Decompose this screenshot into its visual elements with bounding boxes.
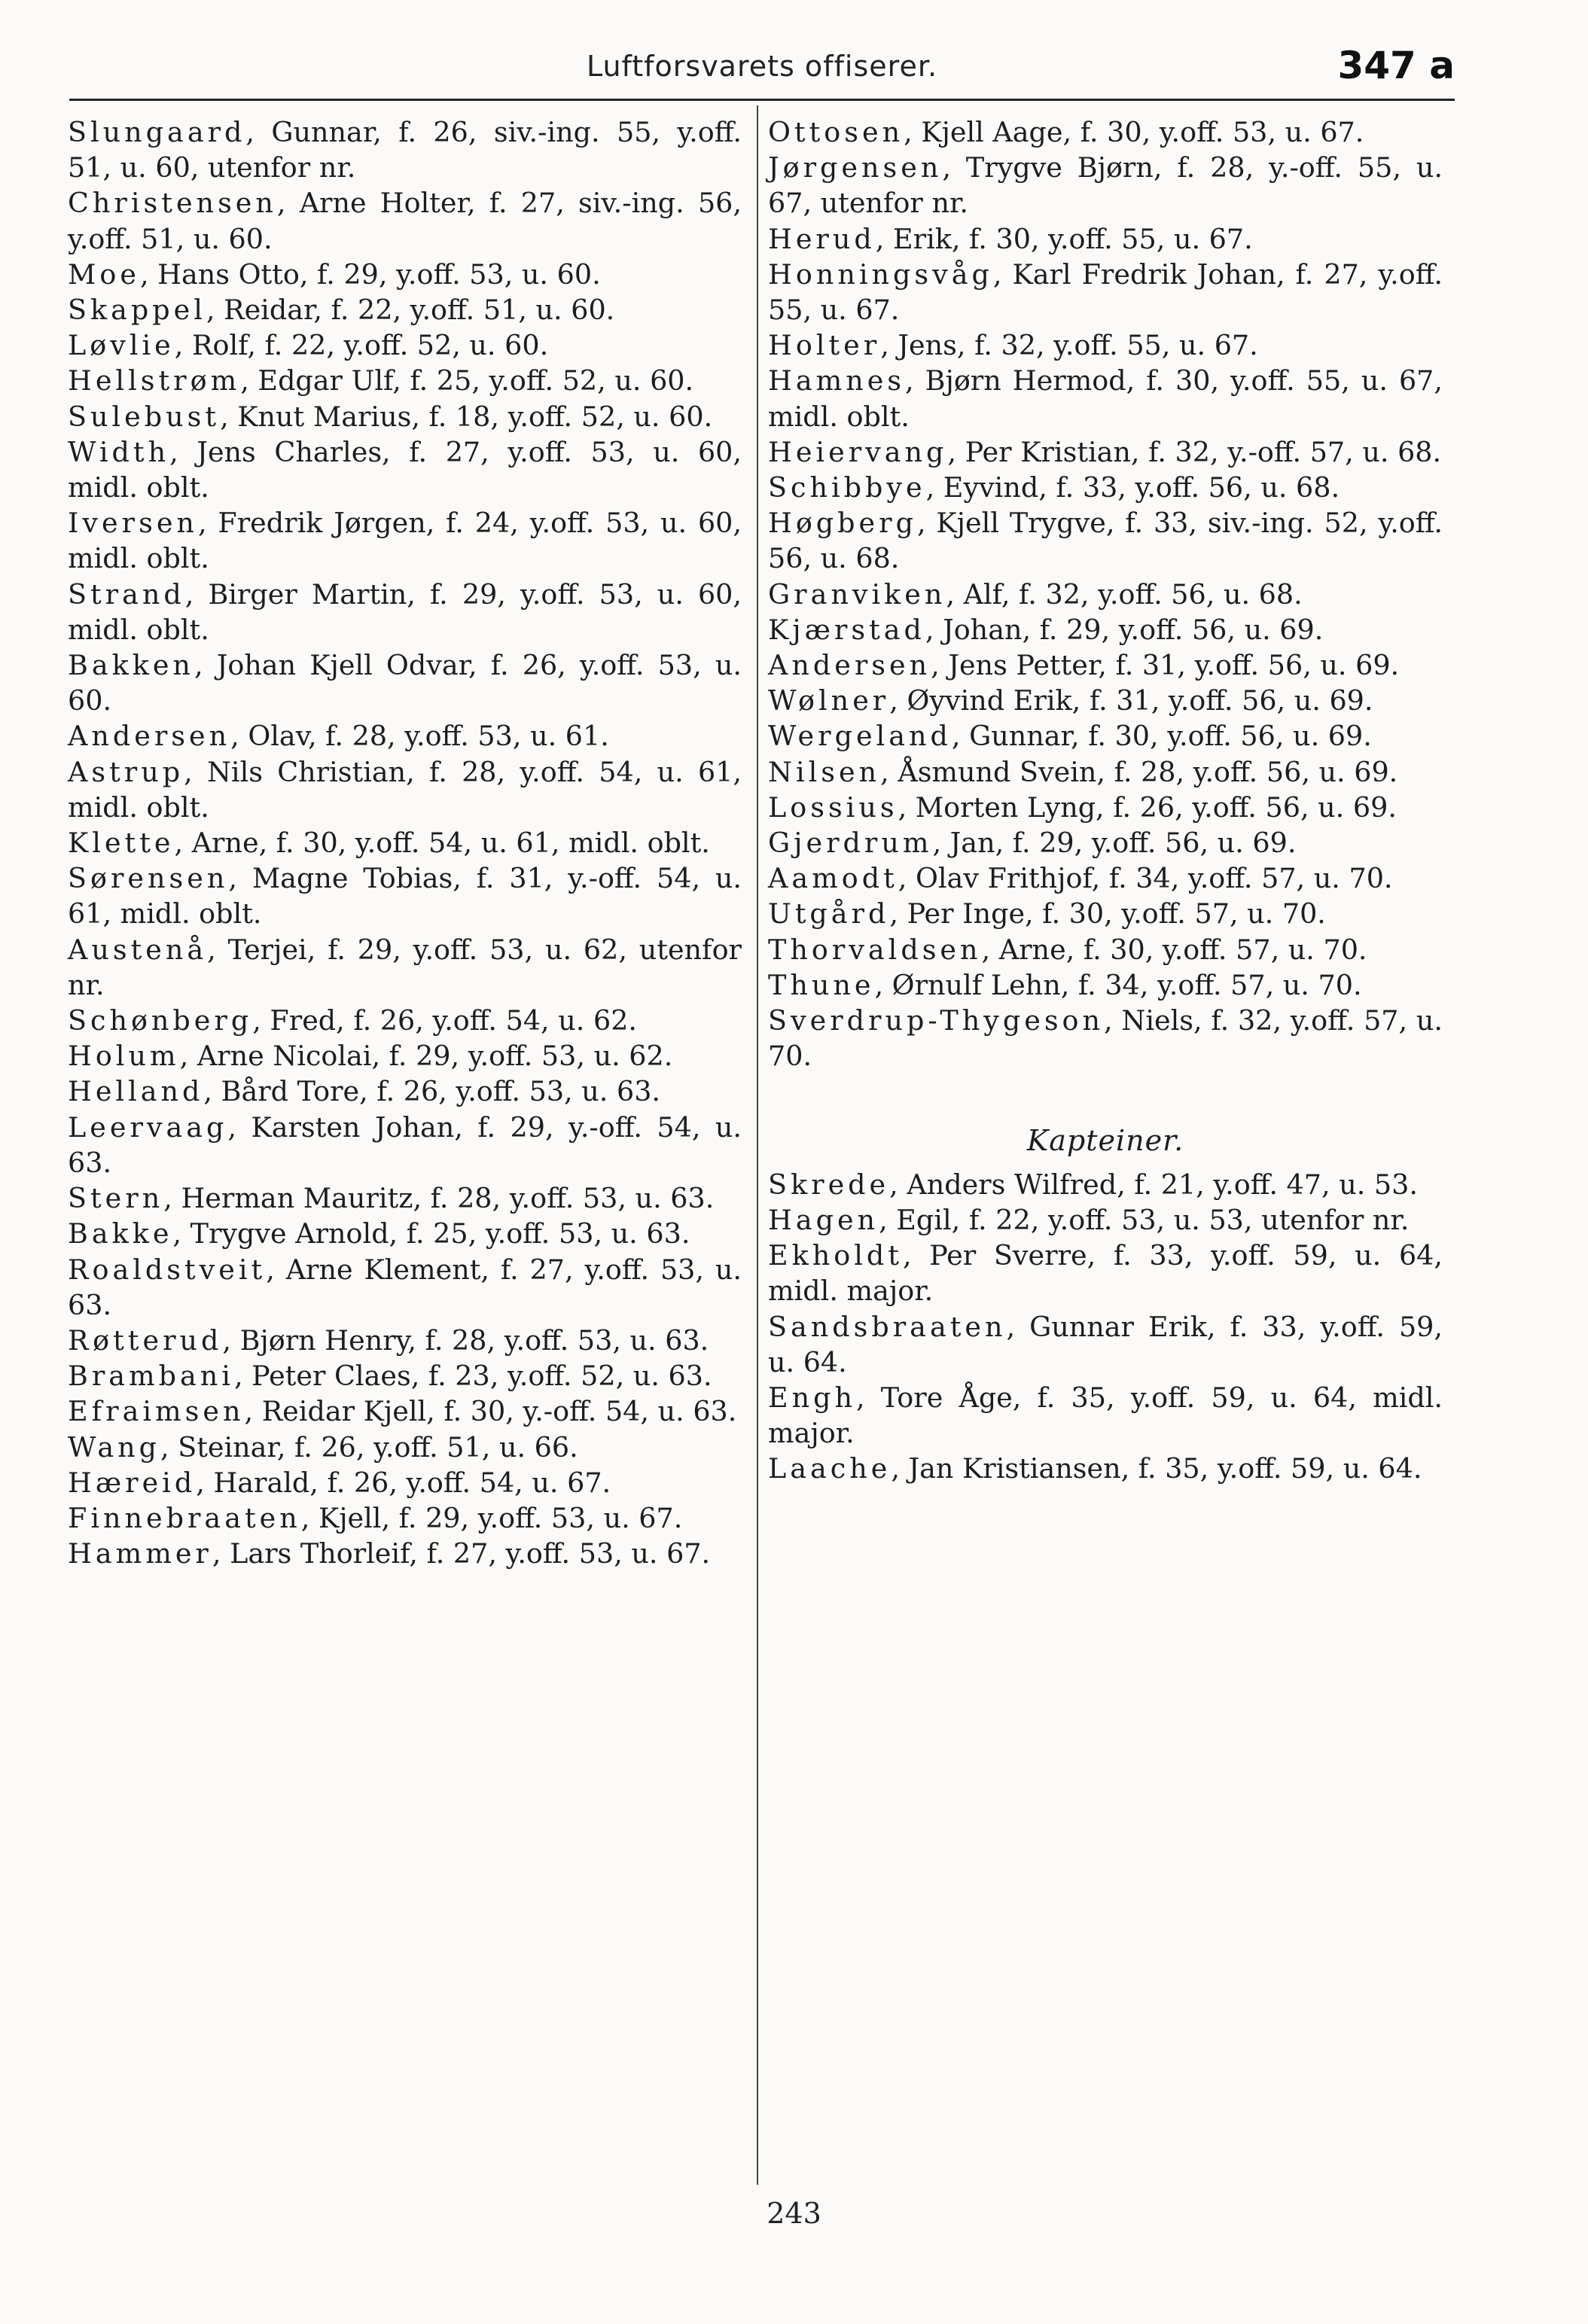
entry-surname: Sverdrup-Thygeson — [768, 1004, 1105, 1037]
entry-details: , Nils Christian, f. 28, y.off. 54, u. 61, midl. oblt. — [68, 755, 742, 824]
list-item — [768, 150, 1443, 221]
entry-details: , Erik, f. 30, y.off. 55, u. 67. — [875, 222, 1253, 255]
entry-surname: Herud — [768, 222, 876, 255]
list-item — [768, 967, 1443, 1003]
entry-details: , Herman Mauritz, f. 28, y.off. 53, u. 63. — [163, 1182, 715, 1215]
entry-details: , Bjørn Henry, f. 28, y.off. 53, u. 63. — [222, 1323, 709, 1357]
header-rule — [69, 99, 1455, 101]
list-item — [68, 1500, 742, 1536]
right-column-lieutenants — [768, 114, 1443, 1074]
entry-details: , Eyvind, f. 33, y.off. 56, u. 68. — [925, 471, 1340, 504]
list-item — [68, 1358, 742, 1393]
entry-surname: Stern — [68, 1182, 164, 1215]
page-number: 347 a — [1337, 44, 1455, 87]
list-item — [768, 1202, 1443, 1238]
entry-details: , Gunnar Erik, f. 33, y.off. 59, u. 64. — [768, 1310, 1443, 1378]
entry-surname: Slungaard — [68, 116, 246, 148]
entry-details: , Olav, f. 28, y.off. 53, u. 61. — [230, 720, 609, 753]
entry-details: , Åsmund Svein, f. 28, y.off. 56, u. 69. — [880, 755, 1398, 788]
list-item — [768, 470, 1443, 505]
entry-surname: Width — [68, 435, 170, 468]
entry-details: , Hans Otto, f. 29, y.off. 53, u. 60. — [139, 257, 601, 291]
entry-details: , Steinar, f. 26, y.off. 51, u. 66. — [160, 1430, 578, 1464]
list-item — [768, 1451, 1443, 1486]
entry-surname: Sørensen — [68, 862, 229, 895]
list-item — [768, 505, 1443, 576]
entry-details: , Trygve Arnold, f. 25, y.off. 53, u. 63. — [172, 1217, 690, 1250]
entry-details: , Per Inge, f. 30, y.off. 57, u. 70. — [889, 897, 1326, 931]
entry-surname: Heiervang — [768, 435, 948, 468]
entry-surname: Hellstrøm — [68, 364, 241, 397]
list-item — [768, 363, 1443, 434]
entry-details: , Arne, f. 30, y.off. 57, u. 70. — [981, 933, 1367, 966]
list-item — [768, 1003, 1443, 1074]
list-item — [768, 221, 1443, 257]
list-item — [768, 1380, 1443, 1451]
list-item — [68, 932, 742, 1003]
entry-surname: Honningsvåg — [768, 257, 993, 291]
entry-details: , Fred, f. 26, y.off. 54, u. 62. — [252, 1004, 638, 1037]
entry-details: , Kjell, f. 29, y.off. 53, u. 67. — [300, 1501, 683, 1534]
entry-surname: Lossius — [768, 790, 898, 824]
entry-surname: Leervaag — [68, 1110, 228, 1144]
list-item — [68, 860, 742, 931]
entry-details: , Anders Wilfred, f. 21, y.off. 47, u. 53. — [889, 1168, 1418, 1201]
entry-details: , Kjell Trygve, f. 33, siv.-ing. 52, y.off. 56, u. 68. — [768, 507, 1443, 575]
list-item — [68, 292, 742, 327]
entry-surname: Brambani — [68, 1360, 234, 1393]
entry-details: , Jens, f. 32, y.off. 55, u. 67. — [880, 329, 1258, 362]
list-item — [68, 185, 742, 256]
entry-details: , Gunnar, f. 30, y.off. 56, u. 69. — [951, 720, 1372, 753]
entry-details: , Alf, f. 32, y.off. 56, u. 68. — [946, 577, 1303, 611]
list-item — [68, 1038, 742, 1074]
list-item — [768, 825, 1443, 860]
entry-details: , Bård Tore, f. 26, y.off. 53, u. 63. — [203, 1075, 661, 1108]
entry-surname: Wang — [68, 1430, 160, 1464]
entry-details: , Jan, f. 29, y.off. 56, u. 69. — [932, 827, 1297, 860]
entry-details: , Per Sverre, f. 33, y.off. 59, u. 64, midl. major. — [768, 1239, 1443, 1308]
entry-surname: Kjærstad — [768, 613, 925, 646]
entry-details: , Bjørn Hermod, f. 30, y.off. 55, u. 67, midl. oblt. — [768, 364, 1443, 433]
entry-surname: Skrede — [768, 1168, 890, 1201]
entry-surname: Strand — [68, 577, 185, 611]
list-item — [68, 1323, 742, 1358]
list-item — [68, 257, 742, 292]
entry-surname: Bakke — [68, 1217, 173, 1250]
list-item — [68, 1110, 742, 1180]
entry-details: , Tore Åge, f. 35, y.off. 59, u. 64, midl. major. — [768, 1381, 1443, 1450]
entry-surname: Schibbye — [768, 471, 926, 504]
entry-surname: Austenå — [68, 933, 208, 966]
entry-surname: Granviken — [768, 577, 946, 611]
entry-details: , Øyvind Erik, f. 31, y.off. 56, u. 69. — [889, 684, 1373, 717]
entry-surname: Hamnes — [768, 364, 906, 397]
list-item — [768, 1167, 1443, 1202]
entry-surname: Ekholdt — [768, 1239, 903, 1272]
footer-page-number: 243 — [767, 2197, 821, 2230]
list-item — [768, 718, 1443, 754]
list-item — [768, 932, 1443, 967]
list-item — [68, 1465, 742, 1500]
entry-surname: Thorvaldsen — [768, 933, 982, 966]
entry-surname: Holum — [68, 1040, 180, 1073]
entry-details: , Kjell Aage, f. 30, y.off. 53, u. 67. — [904, 116, 1364, 148]
entry-surname: Nilsen — [768, 755, 881, 788]
list-item — [768, 754, 1443, 790]
entry-details: , Johan, f. 29, y.off. 56, u. 69. — [925, 613, 1324, 646]
entry-surname: Skappel — [68, 294, 206, 327]
list-item — [768, 327, 1443, 363]
entry-details: , Arne, f. 30, y.off. 54, u. 61, midl. oblt. — [174, 827, 710, 860]
entry-details: , Lars Thorleif, f. 27, y.off. 53, u. 67. — [212, 1537, 711, 1570]
entry-surname: Andersen — [68, 720, 231, 753]
list-item — [68, 114, 742, 185]
entry-surname: Wølner — [768, 684, 890, 717]
list-item — [68, 647, 742, 718]
page-header — [69, 44, 1455, 96]
entry-details: , Trygve Bjørn, f. 28, y.-off. 55, u. 67, utenfor nr. — [768, 151, 1443, 220]
list-item — [68, 1393, 742, 1429]
list-item — [68, 1180, 742, 1216]
list-item — [68, 434, 742, 505]
list-item — [768, 1309, 1443, 1380]
entry-surname: Hammer — [68, 1537, 212, 1570]
column-divider — [757, 105, 758, 2185]
entry-surname: Andersen — [768, 649, 931, 682]
list-item — [68, 1430, 742, 1465]
entry-details: , Olav Frithjof, f. 34, y.off. 57, u. 70. — [898, 862, 1393, 895]
entry-surname: Iversen — [68, 507, 198, 540]
list-item — [768, 114, 1443, 150]
entry-details: , Johan Kjell Odvar, f. 26, y.off. 53, u. 60. — [68, 649, 742, 717]
list-item — [768, 683, 1443, 718]
entry-details: , Reidar Kjell, f. 30, y.-off. 54, u. 63. — [244, 1395, 737, 1428]
entry-surname: Laache — [768, 1452, 892, 1485]
entry-surname: Christensen — [68, 187, 277, 220]
entry-details: , Morten Lyng, f. 26, y.off. 56, u. 69. — [898, 790, 1397, 824]
entry-surname: Helland — [68, 1075, 204, 1108]
entry-surname: Engh — [768, 1381, 857, 1414]
list-item — [68, 363, 742, 398]
list-item — [68, 825, 742, 860]
list-item — [68, 1003, 742, 1038]
entry-details: , Harald, f. 26, y.off. 54, u. 67. — [196, 1466, 611, 1499]
entry-details: , Edgar Ulf, f. 25, y.off. 52, u. 60. — [240, 364, 694, 397]
section-heading: Kapteiner. — [1026, 1124, 1184, 1158]
entry-details: , Gunnar, f. 26, siv.-ing. 55, y.off. 51, u. 60, utenfor nr. — [68, 116, 742, 184]
entry-surname: Hæreid — [68, 1466, 197, 1499]
entry-surname: Roaldstveit — [68, 1253, 267, 1286]
list-item — [68, 718, 742, 754]
entry-details: , Karsten Johan, f. 29, y.-off. 54, u. 63. — [68, 1110, 742, 1179]
running-title: Luftforsvarets offiserer. — [586, 50, 938, 83]
entry-surname: Holter — [768, 329, 881, 362]
right-column-captains — [768, 1167, 1443, 1487]
list-item — [68, 505, 742, 576]
list-item — [768, 577, 1443, 612]
entry-details: , Jan Kristiansen, f. 35, y.off. 59, u. 64. — [891, 1452, 1422, 1485]
entry-surname: Wergeland — [768, 720, 952, 753]
entry-surname: Hagen — [768, 1203, 879, 1236]
list-item — [68, 1536, 742, 1571]
entry-details: , Arne Nicolai, f. 29, y.off. 53, u. 62. — [179, 1040, 673, 1073]
entry-surname: Gjerdrum — [768, 827, 933, 860]
list-item — [768, 257, 1443, 327]
entry-surname: Røtterud — [68, 1323, 223, 1357]
entry-surname: Efraimsen — [68, 1395, 245, 1428]
entry-details: , Knut Marius, f. 18, y.off. 52, u. 60. — [220, 400, 713, 433]
entry-details: , Peter Claes, f. 23, y.off. 52, u. 63. — [233, 1360, 712, 1393]
list-item — [68, 577, 742, 647]
entry-details: , Egil, f. 22, y.off. 53, u. 53, utenfor nr. — [879, 1203, 1410, 1236]
left-column — [68, 114, 742, 1571]
entry-details: , Birger Martin, f. 29, y.off. 53, u. 60, midl. oblt. — [68, 577, 742, 646]
entry-surname: Klette — [68, 827, 175, 860]
entry-details: , Jens Petter, f. 31, y.off. 56, u. 69. — [931, 649, 1400, 682]
list-item — [768, 1238, 1443, 1308]
entry-details: , Rolf, f. 22, y.off. 52, u. 60. — [174, 329, 549, 362]
entry-details: , Ørnulf Lehn, f. 34, y.off. 57, u. 70. — [874, 968, 1362, 1001]
entry-surname: Thune — [768, 968, 875, 1001]
entry-details: , Fredrik Jørgen, f. 24, y.off. 53, u. 60, midl. oblt. — [68, 507, 742, 575]
list-item — [768, 790, 1443, 825]
entry-surname: Finnebraaten — [68, 1501, 301, 1534]
list-item — [68, 327, 742, 363]
entry-surname: Bakken — [68, 649, 194, 682]
entry-surname: Schønberg — [68, 1004, 253, 1037]
entry-surname: Ottosen — [768, 116, 904, 148]
entry-details: , Per Kristian, f. 32, y.-off. 57, u. 68. — [947, 435, 1442, 468]
entry-details: , Arne Holter, f. 27, siv.-ing. 56, y.off. 51, u. 60. — [68, 187, 742, 255]
list-item — [68, 1252, 742, 1323]
entry-surname: Løvlie — [68, 329, 175, 362]
list-item — [768, 896, 1443, 931]
list-item — [68, 754, 742, 825]
entry-details: , Niels, f. 32, y.off. 57, u. 70. — [768, 1004, 1443, 1073]
entry-surname: Jørgensen — [768, 151, 943, 184]
entry-details: , Reidar, f. 22, y.off. 51, u. 60. — [206, 294, 615, 327]
entry-surname: Sulebust — [68, 400, 221, 433]
list-item — [68, 1074, 742, 1109]
entry-surname: Moe — [68, 257, 140, 291]
entry-surname: Utgård — [768, 897, 890, 931]
list-item — [768, 612, 1443, 647]
entry-details: , Terjei, f. 29, y.off. 53, u. 62, utenfor nr. — [68, 933, 742, 1001]
entry-surname: Høgberg — [768, 507, 917, 540]
entry-details: , Karl Fredrik Johan, f. 27, y.off. 55, u. 67. — [768, 257, 1443, 327]
list-item — [68, 1216, 742, 1251]
entry-details: , Jens Charles, f. 27, y.off. 53, u. 60, midl. oblt. — [68, 435, 742, 504]
list-item — [768, 647, 1443, 683]
entry-surname: Aamodt — [768, 862, 898, 895]
right-column — [768, 114, 1443, 1487]
list-item — [68, 399, 742, 434]
list-item — [768, 860, 1443, 896]
entry-surname: Astrup — [68, 755, 184, 788]
entry-details: , Arne Klement, f. 27, y.off. 53, u. 63. — [68, 1253, 742, 1321]
entry-surname: Sandsbraaten — [768, 1310, 1007, 1343]
list-item — [768, 434, 1443, 470]
entry-details: , Magne Tobias, f. 31, y.-off. 54, u. 61, midl. oblt. — [68, 862, 742, 931]
